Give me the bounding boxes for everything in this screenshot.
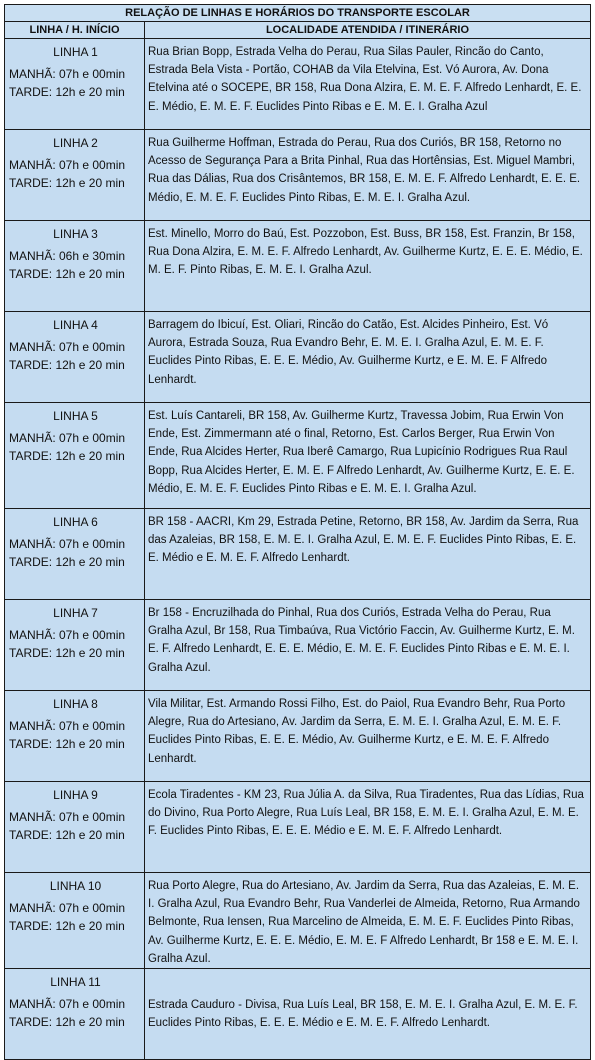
line-name: LINHA 5 xyxy=(53,409,98,423)
line-cell xyxy=(5,39,145,130)
header-line: LINHA / H. INÍCIO xyxy=(5,22,145,39)
table-row xyxy=(5,39,591,130)
line-name: LINHA 1 xyxy=(53,45,98,59)
morning-time: MANHÃ: 07h e 00min xyxy=(9,67,126,81)
route-cell: Vila Militar, Est. Armando Rossi Filho, Est. do Paiol, Rua Evandro Behr, Rua Porto Alegre, Rua do Artesiano, Av. Jardim da Serra, E. M. E. I. Gralha Azul, E. M. E. F. Euclides Pinto Ribas, E. E. E. Médio, Av. Guilherme Kurtz, e E. M. E. F. Alfredo Lenhardt. xyxy=(145,691,591,782)
afternoon-time: TARDE: 12h e 20 min xyxy=(9,85,125,99)
table-row xyxy=(5,509,591,600)
line-name: LINHA 3 xyxy=(53,227,98,241)
afternoon-time: TARDE: 12h e 20 min xyxy=(9,267,125,281)
table-row xyxy=(5,221,591,312)
afternoon-time: TARDE: 12h e 20 min xyxy=(9,555,125,569)
route-cell: Estrada Cauduro - Divisa, Rua Luís Leal, BR 158, E. M. E. I. Gralha Azul, E. M. E. F. Euclides Pinto Ribas, E. E. E. Médio e E. M. E. F. Alfredo Lenhardt. xyxy=(145,969,591,1060)
morning-time: MANHÃ: 07h e 00min xyxy=(9,997,126,1012)
route-cell: Rua Guilherme Hoffman, Estrada do Perau, Rua dos Curiós, BR 158, Retorno no Acesso de Segurança Para a Brita Pinhal, Rua das Hortênsias, Est. Miguel Mambri, Rua das Dálias, Rua dos Crisântemos, BR 158, E. M. E. F. Alfredo Lenhardt, E. E. E. Médio, E. M. E. F. Euclides Pinto Ribas, E. M. E. I. Gralha Azul. xyxy=(145,130,591,221)
table-row xyxy=(5,873,591,969)
route-cell: Ecola Tiradentes - KM 23, Rua Júlia A. da Silva, Rua Tiradentes, Rua das Lídias, Rua do Divino, Rua Porto Alegre, Rua Luís Leal, BR 158, E. M. E. I. Gralha Azul, E. M. E. F. Euclides Pinto Ribas, E. E. E. Médio e E. M. E. F. Alfredo Lenhardt. xyxy=(145,782,591,873)
afternoon-time: TARDE: 12h e 20 min xyxy=(9,828,125,842)
line-cell xyxy=(5,312,145,403)
line-name: LINHA 6 xyxy=(53,515,98,529)
line-name: LINHA 7 xyxy=(53,606,98,620)
line-name: LINHA 10 xyxy=(49,879,102,893)
schedule-table xyxy=(4,4,591,1060)
table-row xyxy=(5,403,591,509)
table-row xyxy=(5,691,591,782)
table-row xyxy=(5,600,591,691)
table-row xyxy=(5,969,591,1060)
morning-time: MANHÃ: 06h e 30min xyxy=(9,249,126,263)
afternoon-time: TARDE: 12h e 20 min xyxy=(9,646,125,660)
header-route: LOCALIDADE ATENDIDA / ITINERÁRIO xyxy=(145,22,591,39)
table-title: RELAÇÃO DE LINHAS E HORÁRIOS DO TRANSPORTE ESCOLAR xyxy=(5,5,591,22)
route-cell: Est. Minello, Morro do Baú, Est. Pozzobon, Est. Buss, BR 158, Est. Franzin, Br 158, Rua Dona Alzira, E. M. E. F. Alfredo Lenhardt, Av. Guilherme Kurtz, E. E. E. Médio, E. M. E. F. Pinto Ribas, E. M. E. I. Gralha Azul. xyxy=(145,221,591,312)
afternoon-time: TARDE: 12h e 20 min xyxy=(9,737,125,751)
line-name: LINHA 11 xyxy=(50,975,101,990)
line-cell xyxy=(5,782,145,873)
line-cell xyxy=(5,873,145,969)
route-cell: Est. Luís Cantareli, BR 158, Av. Guilherme Kurtz, Travessa Jobim, Rua Erwin Von Ende, Est. Zimmermann até o final, Retorno, Est. Carlos Berger, Rua Erwin Von Ende, Rua Alcides Herter, Rua Iberê Camargo, Rua Lupicínio Rodrigues Rua Raul Bopp, Rua Alcides Herter, E. M. E. F Alfredo Lenhardt, Av. Guilherme Kurtz, E. E. E. Médio, E. M. E. F. Euclides Pinto Ribas e E. M. E. I. Gralha Azul. xyxy=(145,403,591,509)
line-cell xyxy=(5,509,145,600)
morning-time: MANHÃ: 07h e 00min xyxy=(9,810,126,824)
morning-time: MANHÃ: 07h e 00min xyxy=(9,628,126,642)
table-row xyxy=(5,130,591,221)
route-cell: BR 158 - AACRI, Km 29, Estrada Petine, Retorno, BR 158, Av. Jardim da Serra, Rua das Azaleias, BR 158, E. M. E. I. Gralha Azul, E. M. E. F. Euclides Pinto Ribas, E. E. E. Médio e E. M. E. F. Alfredo Lenhardt. xyxy=(145,509,591,600)
title-row xyxy=(5,5,591,22)
line-cell xyxy=(5,130,145,221)
header-row xyxy=(5,22,591,39)
line-name: LINHA 8 xyxy=(53,697,98,711)
morning-time: MANHÃ: 07h e 00min xyxy=(9,537,126,551)
morning-time: MANHÃ: 07h e 00min xyxy=(9,340,126,354)
morning-time: MANHÃ: 07h e 00min xyxy=(9,158,126,172)
schedule-table-body xyxy=(5,5,591,1060)
line-cell xyxy=(5,221,145,312)
afternoon-time: TARDE: 12h e 20 min xyxy=(9,919,125,933)
table-row xyxy=(5,312,591,403)
morning-time: MANHÃ: 07h e 00min xyxy=(9,431,126,445)
morning-time: MANHÃ: 07h e 00min xyxy=(9,719,126,733)
route-cell: Barragem do Ibicuí, Est. Oliari, Rincão do Catão, Est. Alcides Pinheiro, Est. Vó Aurora, Estrada Souza, Rua Evandro Behr, E. M. E. I. Gralha Azul, E. M. E. F. Euclides Pinto Ribas, E. E. E. Médio, Av. Guilherme Kurtz, e E. M. E. F Alfredo Lenhardt. xyxy=(145,312,591,403)
line-name: LINHA 9 xyxy=(53,788,98,802)
route-cell: Br 158 - Encruzilhada do Pinhal, Rua dos Curiós, Estrada Velha do Perau, Rua Gralha Azul, Br 158, Rua Timbaúva, Rua Victório Faccin, Av. Guilherme Kurtz, E. M. E. F. Alfredo Lenhardt, E. E. E. Médio, E. M. E. F. Euclides Pinto Ribas e E. M. E. I. Gralha Azul. xyxy=(145,600,591,691)
line-cell xyxy=(5,969,145,1060)
line-cell xyxy=(5,600,145,691)
line-name: LINHA 4 xyxy=(53,318,98,332)
afternoon-time: TARDE: 12h e 20 min xyxy=(9,176,125,190)
table-row xyxy=(5,782,591,873)
line-cell xyxy=(5,403,145,509)
afternoon-time: TARDE: 12h e 20 min xyxy=(9,449,125,463)
line-name: LINHA 2 xyxy=(53,136,98,150)
afternoon-time: TARDE: 12h e 20 min xyxy=(9,1015,125,1030)
line-cell xyxy=(5,691,145,782)
route-cell: Rua Porto Alegre, Rua do Artesiano, Av. Jardim da Serra, Rua das Azaleias, E. M. E. I. Gralha Azul, Rua Evandro Behr, Rua Vanderlei de Almeida, Retorno, Rua Armando Belmonte, Rua Iensen, Rua Marcelino de Almeida, E. M. E. F. Euclides Pinto Ribas, Av. Guilherme Kurtz, E. E. E. Médio, E. M. E. F Alfredo Lenhardt, Br 158 e E. M. E. I. Gralha Azul. xyxy=(145,873,591,969)
afternoon-time: TARDE: 12h e 20 min xyxy=(9,358,125,372)
route-cell: Rua Brian Bopp, Estrada Velha do Perau, Rua Silas Pauler, Rincão do Canto, Estrada Bela Vista - Portão, COHAB da Vila Etelvina, Est. Vó Aurora, Av. Dona Etelvina até o SOCEPE, BR 158, Rua Dona Alzira, E. M. E. F. Alfredo Lenhardt, E. E. E. Médio, E. M. E. F. Euclides Pinto Ribas e E. M. E. I. Gralha Azul xyxy=(145,39,591,130)
morning-time: MANHÃ: 07h e 00min xyxy=(9,901,126,915)
